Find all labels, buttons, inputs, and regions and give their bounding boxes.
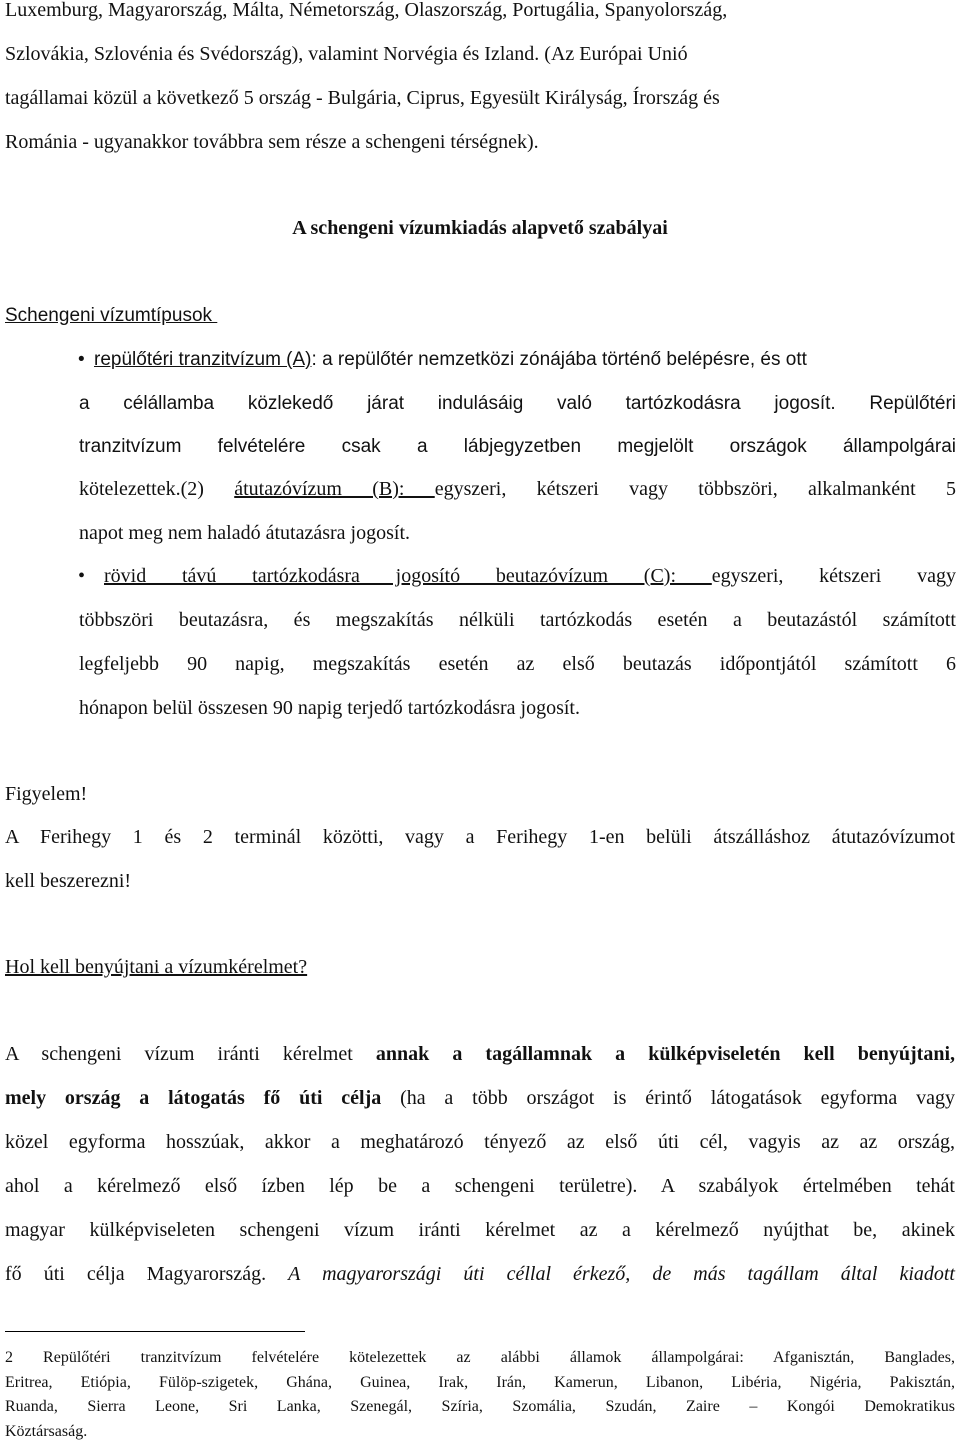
where-line: magyar külképviseleten schengeni vízum iránti kérelmet az a kérelmező nyújthat be, akinek	[5, 1219, 955, 1241]
where-text: A schengeni vízum iránti kérelmet	[5, 1043, 376, 1065]
visa-text: tranzitvízum felvételére csak a lábjegyzetben megjelölt országok állampolgárai	[79, 436, 956, 457]
where-paragraph	[5, 1032, 955, 1296]
notice-heading: Figyelem!	[5, 783, 88, 805]
notice-line: A Ferihegy 1 és 2 terminál közötti, vagy a Ferihegy 1-en belüli átszálláshoz átutazóvízumot	[5, 826, 955, 848]
visa-item-a-cont	[79, 390, 956, 418]
intro-line: tagállamai közül a következő 5 ország - Bulgária, Ciprus, Egyesült Királyság, Írország és	[5, 87, 720, 109]
bullet: •	[78, 565, 86, 587]
where-text-bold: mely ország a látogatás fő úti célja	[5, 1087, 382, 1109]
where-text-bold: annak a tagállamnak a külképviseletén kell benyújtani,	[375, 1043, 955, 1065]
visa-item-a	[94, 346, 956, 374]
bullet: •	[78, 349, 85, 370]
intro-paragraph	[5, 0, 955, 164]
where-line: ahol a kérelmező első ízben lép be a schengeni területre). A szabályok értelmében tehát	[5, 1175, 955, 1197]
visa-types-heading: Schengeni vízumtípusok	[5, 305, 218, 326]
visa-label-c: rövid távú tartózkodásra jogosító beutazóvízum (C):	[104, 565, 712, 587]
visa-label-a: repülőtéri tranzitvízum (A)	[94, 349, 312, 370]
visa-label-b: átutazóvízum (B):	[234, 478, 435, 500]
visa-text: : a repülőtér nemzetközi zónájába történő belépésre, és ott	[311, 349, 807, 370]
visa-item-b	[79, 467, 956, 511]
footnote-line: Eritrea, Etiópia, Fülöp-szigetek, Ghána, Guinea, Irak, Irán, Kamerun, Libanon, Libéria, Nigéria, Pakisztán,	[5, 1373, 955, 1391]
intro-line: Luxemburg, Magyarország, Málta, Németország, Olaszország, Portugália, Spanyolország,	[5, 0, 728, 21]
visa-item-a-cont	[79, 433, 956, 461]
where-line: közel egyforma hosszúak, akkor a meghatározó tényező az első úti cél, vagyis az az ország,	[5, 1131, 955, 1153]
visa-item-c	[104, 554, 956, 598]
visa-text: egyszeri, kétszeri vagy	[711, 565, 956, 587]
visa-item-b-cont: napot meg nem haladó átutazásra jogosít.	[79, 522, 411, 544]
notice-line: kell beszerezni!	[5, 870, 132, 892]
where-line	[5, 1252, 955, 1296]
footnote-line: Ruanda, Sierra Leone, Sri Lanka, Szenegál, Szíria, Szomália, Szudán, Zaire – Kongói Demokratikus	[5, 1398, 955, 1415]
visa-text: többszöri beutazásra, és megszakítás nélküli tartózkodás esetén a beutazástól számított	[79, 609, 956, 631]
where-text: fő úti célja Magyarország.	[5, 1263, 289, 1285]
intro-line: Szlovákia, Szlovénia és Svédország), valamint Norvégia és Izland. (Az Európai Unió	[5, 43, 688, 65]
where-text: (ha a több országot is érintő látogatások egyforma vagy	[381, 1087, 955, 1109]
where-text-italic: A magyarországi úti céllal érkező, de más tagállam által kiadott	[288, 1263, 955, 1285]
visa-item-c-cont	[79, 598, 956, 730]
footnote-line: 2 Repülőtéri tranzitvízum felvételére kötelezettek az alábbi államok állampolgárai: Afganisztán, Banglades,	[5, 1349, 955, 1366]
notice-paragraph	[5, 815, 955, 903]
section-title: A schengeni vízumkiadás alapvető szabályai	[292, 217, 668, 239]
intro-line: Románia - ugyanakkor továbbra sem része a schengeni térségnek).	[5, 131, 539, 153]
where-heading: Hol kell benyújtani a vízumkérelmet?	[5, 956, 308, 978]
where-line	[5, 1032, 955, 1076]
where-line	[5, 1076, 955, 1120]
visa-text: egyszeri, kétszeri vagy többszöri, alkalmanként 5	[434, 478, 956, 500]
visa-text: hónapon belül összesen 90 napig terjedő tartózkodásra jogosít.	[79, 697, 580, 719]
footnote-line: Köztársaság.	[5, 1422, 88, 1440]
footnote	[5, 1346, 955, 1444]
visa-text: kötelezettek.(2)	[79, 478, 235, 500]
visa-text: a célállamba közlekedő járat indulásáig való tartózkodásra jogosít. Repülőtéri	[79, 393, 956, 414]
visa-text: legfeljebb 90 napig, megszakítás esetén az első beutazás időpontjától számított 6	[79, 653, 956, 675]
footnote-separator	[5, 1331, 305, 1332]
